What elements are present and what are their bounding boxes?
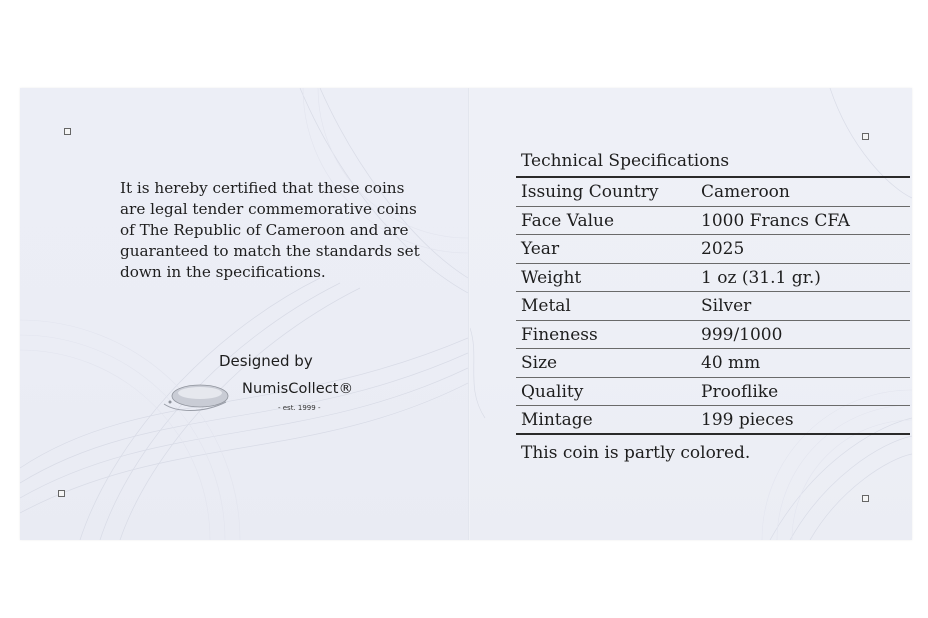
spec-label: Weight [521, 267, 582, 288]
spec-label: Fineness [521, 324, 598, 345]
spec-row-size [516, 349, 910, 378]
spec-label: Face Value [521, 210, 615, 231]
certification-line: guaranteed to match the standards set [120, 242, 420, 260]
spec-value: 1 oz (31.1 gr.) [701, 267, 821, 288]
certification-line: down in the specifications. [120, 263, 326, 281]
spec-value: Silver [701, 296, 752, 316]
specifications-title: Technical Specifications [516, 148, 910, 178]
spec-row-face-value [516, 207, 910, 236]
designed-by-label: Designed by [219, 352, 313, 370]
spec-row-fineness [516, 321, 910, 350]
certificate-card [20, 88, 912, 540]
spec-value: Prooflike [701, 381, 779, 402]
spec-row-quality [516, 378, 910, 407]
spec-value: 40 mm [701, 353, 761, 373]
spec-value: 1000 Francs CFA [701, 210, 850, 231]
technical-specifications [516, 148, 910, 463]
guilloche-pattern-left [20, 88, 468, 540]
certificate-left-panel [20, 88, 468, 540]
designer-established: - est. 1999 - [278, 404, 321, 412]
numiscollect-logo-icon [156, 378, 238, 418]
spec-row-metal [516, 292, 910, 321]
spec-label: Year [521, 239, 560, 259]
certification-line: It is hereby certified that these coins [120, 179, 405, 197]
spec-value: Cameroon [701, 182, 790, 202]
spec-label: Size [521, 353, 558, 373]
designer-name: NumisCollect® [242, 381, 354, 397]
spec-value: 999/1000 [701, 324, 783, 345]
spec-label: Issuing Country [521, 182, 659, 202]
spec-value: 199 pieces [701, 410, 794, 430]
corner-mark-top-right [862, 133, 869, 140]
spec-row-mintage [516, 406, 910, 435]
specifications-note: This coin is partly colored. [521, 442, 751, 463]
certification-line: are legal tender commemorative coins [120, 200, 417, 218]
spec-row-weight [516, 264, 910, 293]
spec-label: Metal [521, 296, 571, 316]
corner-mark-top-left [64, 128, 71, 135]
spec-value: 2025 [701, 239, 745, 259]
corner-mark-bottom-left [58, 490, 65, 497]
corner-mark-bottom-right [862, 495, 869, 502]
spec-row-year [516, 235, 910, 264]
certificate-right-panel [470, 88, 912, 540]
spec-row-issuing-country [516, 178, 910, 207]
spec-label: Quality [521, 381, 584, 402]
certification-statement [120, 178, 430, 283]
spec-label: Mintage [521, 410, 593, 430]
certification-line: of The Republic of Cameroon and are [120, 221, 409, 239]
